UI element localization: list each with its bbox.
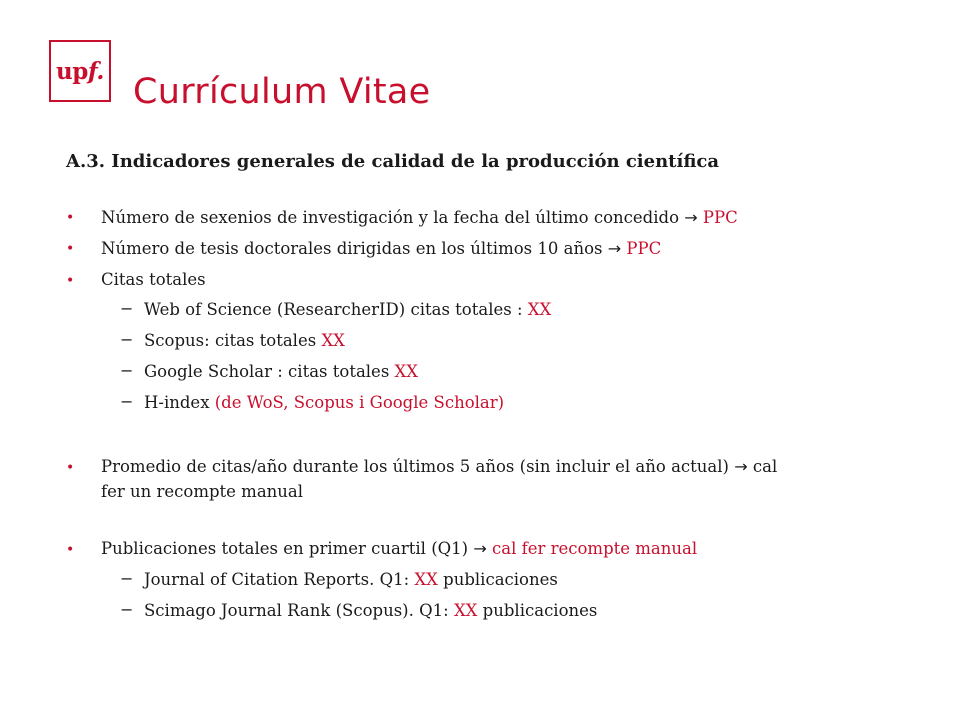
section-heading: A.3. Indicadores generales de calidad de la producción científica	[66, 151, 720, 172]
arrow-right-icon: →	[684, 208, 698, 227]
page-title: Currículum Vitae	[133, 72, 431, 112]
bullet-marker: •	[66, 273, 75, 289]
list-item-tesis: Número de tesis doctorales dirigidas en los últimos 10 años → PPC	[101, 239, 662, 258]
sub-item-scholar: Google Scholar : citas totales XX	[144, 362, 419, 381]
bullet-marker: •	[66, 542, 75, 558]
dash-marker: −	[120, 299, 134, 318]
dash-marker: −	[120, 392, 134, 411]
dash-marker: −	[120, 569, 134, 588]
list-item-citas: Citas totales	[101, 270, 206, 289]
bullet-marker: •	[66, 241, 75, 257]
sub-item-hindex: H-index (de WoS, Scopus i Google Scholar)	[144, 393, 505, 412]
list-item-publicaciones: Publicaciones totales en primer cuartil (Q1) → cal fer recompte manual	[101, 539, 698, 558]
bullet-marker: •	[66, 210, 75, 226]
sub-item-sjr: Scimago Journal Rank (Scopus). Q1: XX publicaciones	[144, 601, 598, 620]
sub-item-scopus: Scopus: citas totales XX	[144, 331, 345, 350]
dash-marker: −	[120, 330, 134, 349]
list-item-promedio-line1: Promedio de citas/año durante los últimos 5 años (sin incluir el año actual) → cal	[101, 457, 778, 476]
list-item-promedio-line2: fer un recompte manual	[101, 482, 304, 501]
arrow-right-icon: →	[607, 239, 622, 258]
dash-marker: −	[120, 600, 134, 619]
sub-item-wos: Web of Science (ResearcherID) citas totales : XX	[144, 300, 552, 319]
arrow-right-icon: →	[734, 457, 748, 476]
dash-marker: −	[120, 361, 134, 380]
upf-logo	[49, 40, 111, 102]
list-item-sexenios: Número de sexenios de investigación y la fecha del último concedido → PPC	[101, 208, 738, 227]
logo-text: upf.	[56, 57, 104, 85]
bullet-marker: •	[66, 460, 75, 476]
arrow-right-icon: →	[473, 539, 487, 558]
sub-item-jcr: Journal of Citation Reports. Q1: XX publicaciones	[144, 570, 558, 589]
